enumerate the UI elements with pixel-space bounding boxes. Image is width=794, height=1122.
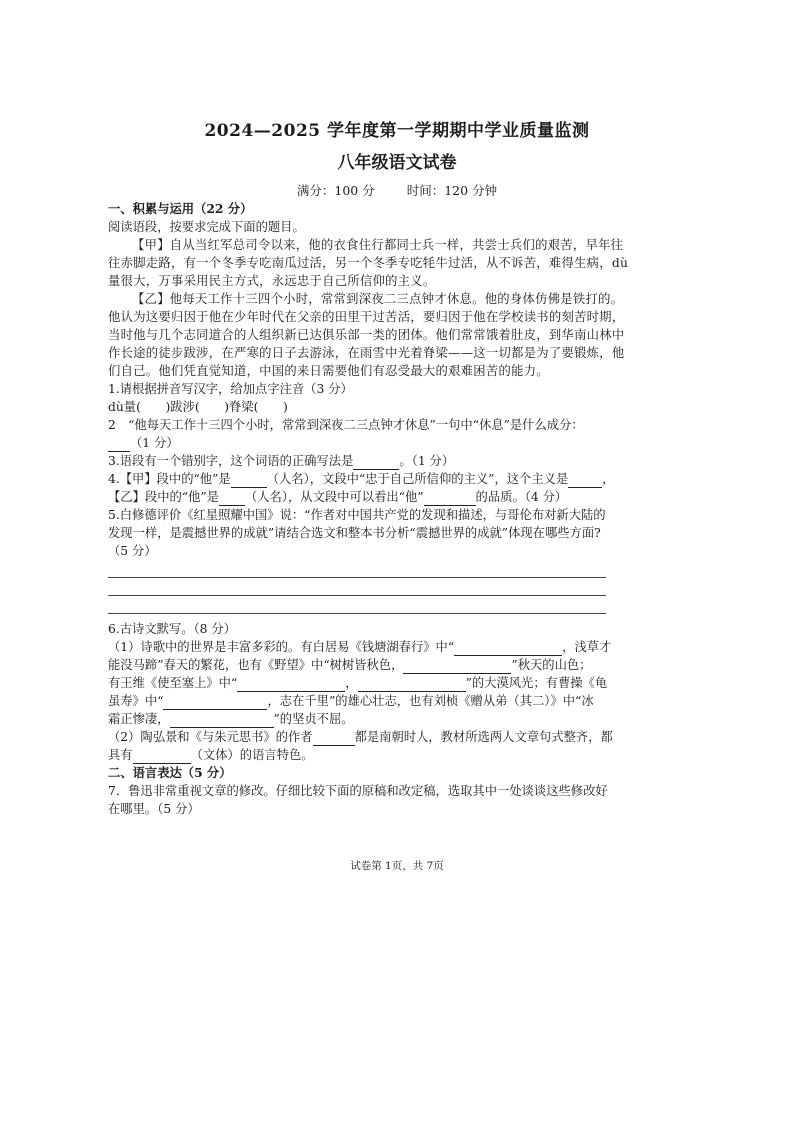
q6-text: ”秋天的山色；	[511, 658, 592, 672]
question-5: 发现一样，是震撼世界的成就”请结合选文和整本书分析“震撼世界的成就”体现在哪些方面?	[108, 526, 601, 540]
q6-text: 能没马蹄”春天的繁花，也有《野望》中“树树皆秋色，	[108, 658, 404, 672]
question-6-line	[108, 728, 613, 746]
question-4-text: （人名），从文段中可以看出“他”	[244, 490, 424, 504]
answer-line[interactable]	[108, 560, 606, 578]
question-6-line	[108, 638, 612, 656]
question-7: 7．鲁迅非常重视文章的修改。仔细比较下面的原稿和改定稿，选取其中一处谈谈这些修改好	[108, 784, 608, 798]
passage-b-line: 作长途的徒步跋涉，在严寒的日子去游泳，在雨雪中光着脊梁——这一切都是为了要锻炼，他	[108, 346, 625, 360]
q6-text: 霜正惨凄，	[108, 712, 170, 726]
page-footer: 试卷第 1页，共 7页	[350, 860, 444, 872]
q6-text: 虽寿》中“	[108, 694, 164, 708]
full-score: 满分：100 分	[296, 183, 375, 198]
q6-text: 都是南朝时人，教材所选两人文章句式整齐，都	[354, 730, 613, 744]
passage-a-line: 往赤脚走路，有一个冬季专吃南瓜过活，另一个冬季专吃牦牛过活，从不诉苦，难得生病，dù	[108, 256, 629, 270]
question-4-text: 【乙】段中的“他”是	[108, 490, 219, 504]
exam-meta	[0, 181, 794, 199]
answer-line[interactable]	[108, 596, 606, 614]
exam-content	[108, 200, 629, 818]
passage-b-line: 他认为这要归因于他在少年时代在父亲的田里干过苦活，要归因于他在学校读书的刻苦时期，	[108, 310, 625, 324]
answer-blank[interactable]	[353, 455, 399, 470]
q6-text: ，志在千里”的雄心壮志，也有刘桢《赠从弟（其二）》中“冰	[267, 694, 594, 708]
question-3	[108, 452, 608, 470]
question-4-text: （人名），文段中“忠于自己所信仰的主义”，这个主义是	[266, 472, 569, 486]
question-6-line	[108, 692, 608, 710]
q6-text: （2）陶弘景和《与朱元思书》的作者	[108, 730, 313, 744]
question-4-text: 的品质。（4 分）	[475, 490, 568, 504]
question-4-text: 4.【甲】段中的“他”是	[108, 472, 231, 486]
question-6-line	[108, 710, 608, 728]
question-6-line	[108, 746, 608, 764]
question-6-line	[108, 656, 608, 674]
passage-b-line: 当时他与几个志同道合的人组织新已达俱乐部一类的团体。他们常常饿着肚皮，到华南山林中	[108, 328, 625, 342]
section1-heading: 一、积累与运用（22 分）	[108, 201, 253, 216]
question-6-line	[108, 674, 608, 692]
exam-subtitle: 八年级语文试卷	[337, 153, 457, 173]
question-5-points: （5 分）	[108, 544, 157, 558]
section2-heading: 二、语言表达（5 分）	[108, 765, 232, 780]
passage-a-line: 【甲】自从当红军总司令以来，他的衣食住行都同士兵一样，共尝士兵们的艰苦，早年往	[132, 238, 624, 252]
question-1: 1.请根据拼音写汉字，给加点字注音（3 分）	[108, 382, 353, 396]
q6-text: 有王维《使至塞上》中“	[108, 676, 238, 690]
question-3-text: 3.语段有一个错别字，这个词语的正确写法是	[108, 454, 354, 468]
q6-text: （1）诗歌中的世界是丰富多彩的。有白居易《钱塘湖春行》中“	[108, 640, 455, 654]
answer-blank[interactable]	[219, 491, 245, 506]
answer-blank[interactable]	[170, 713, 274, 728]
question-2-answer	[108, 434, 608, 452]
question-1-items[interactable]: dù量( )跋涉( )脊梁( )	[108, 400, 288, 414]
answer-blank[interactable]	[454, 641, 562, 656]
q6-text: 具有	[108, 748, 133, 762]
question-6-title: 6.古诗文默写。（8 分）	[108, 622, 236, 636]
question-7: 在哪里。（5 分）	[108, 802, 200, 816]
passage-a-line: 量很大，万事采用民主方式，永远忠于自己所信仰的主义。	[108, 274, 436, 288]
passage-b-line: 们自己。他们凭直觉知道，中国的来日需要他们有忍受最大的艰难困苦的能力。	[108, 364, 549, 378]
q6-text: ”的坚贞不屈。	[273, 712, 354, 726]
exam-title: 2024—2025 学年度第一学期期中学业质量监测	[204, 121, 590, 141]
q6-text: ，	[345, 676, 358, 690]
answer-blank[interactable]	[568, 473, 602, 488]
q6-text: （文体）的语言特色。	[190, 748, 314, 762]
answer-blank[interactable]	[133, 749, 191, 764]
answer-blank[interactable]	[237, 677, 345, 692]
question-2-points: （1 分）	[130, 436, 179, 450]
answer-blank[interactable]	[313, 731, 355, 746]
question-3-end: 。（1 分）	[399, 454, 455, 468]
answer-blank[interactable]	[358, 677, 466, 692]
question-4-a	[108, 470, 615, 488]
answer-blank[interactable]	[163, 695, 267, 710]
q6-text: ”的大漠风光；有曹操《龟	[465, 676, 608, 690]
section1-intro: 阅读语段，按要求完成下面的题目。	[108, 220, 305, 234]
question-4-text: ，	[602, 472, 615, 486]
answer-blank[interactable]	[108, 437, 130, 452]
answer-line[interactable]	[108, 578, 606, 596]
question-5: 5.白修德评价《红星照耀中国》说：“作者对中国共产党的发现和描述，与哥伦布对新大陆的	[108, 508, 606, 522]
question-2: 2 “他每天工作十三四个小时，常常到深夜二三点钟才休息”一句中“休息”是什么成分：	[108, 418, 584, 432]
answer-blank[interactable]	[231, 473, 267, 488]
passage-b-line: 【乙】他每天工作十三四个小时，常常到深夜二三点钟才休息。他的身体仿佛是铁打的。	[132, 292, 624, 306]
answer-blank[interactable]	[424, 491, 476, 506]
q6-text: ，浅草才	[562, 640, 612, 654]
time-limit: 时间：120 分钟	[406, 183, 498, 198]
question-4-b	[108, 488, 608, 506]
answer-blank[interactable]	[403, 659, 511, 674]
